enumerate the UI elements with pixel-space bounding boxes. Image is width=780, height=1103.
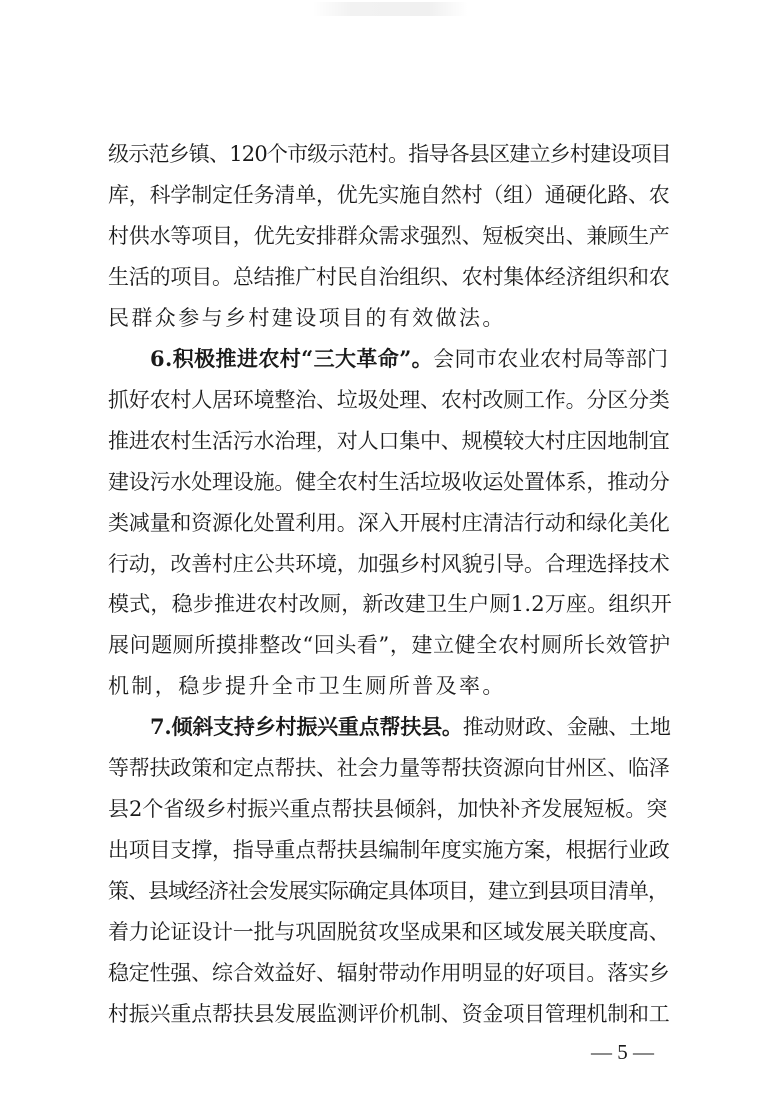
page-number: — 5 —: [591, 1040, 654, 1064]
body-line: 抓好农村人居环境整治、垃圾处理、农村改厕工作。分区分类: [108, 388, 670, 412]
body-line: 等帮扶政策和定点帮扶、社会力量等帮扶资源向甘州区、临泽: [108, 756, 670, 780]
body-line: 民群众参与乡村建设项目的有效做法。: [108, 306, 506, 330]
section-6-text: 会同市农业农村局等部门: [433, 347, 669, 371]
body-line: 行动，改善村庄公共环境，加强乡村风貌引导。合理选择技术: [108, 552, 670, 576]
body-line: 展问题厕所摸排整改“回头看”，建立健全农村厕所长效管护: [108, 633, 671, 657]
section-7-text: 推动财政、金融、土地: [462, 715, 671, 739]
body-line: 县2个省级乡村振兴重点帮扶县倾斜，加快补齐发展短板。突: [108, 797, 668, 821]
section-6-heading: 6.积极推进农村“三大革命”。: [150, 346, 434, 371]
body-line: 建设污水处理设施。健全农村生活垃圾收运处置体系，推动分: [108, 470, 670, 494]
body-line: 村供水等项目，优先安排群众需求强烈、短板突出、兼顾生产: [108, 224, 670, 248]
body-line: 类减量和资源化处置利用。深入开展村庄清洁行动和绿化美化: [108, 511, 670, 535]
scan-header-artifact: [0, 2, 780, 16]
body-line: 着力论证设计一批与巩固脱贫攻坚成果和区域发展关联度高、: [108, 920, 670, 944]
body-line: 村振兴重点帮扶县发展监测评价机制、资金项目管理机制和工: [108, 1002, 670, 1026]
section-7-heading: 7.倾斜支持乡村振兴重点帮扶县。: [150, 714, 463, 739]
body-line: 推进农村生活污水治理，对人口集中、规模较大村庄因地制宜: [108, 429, 670, 453]
body-line: 模式，稳步推进农村改厕，新改建卫生户厕1.2万座。组织开: [108, 592, 672, 616]
section-7-first-line: [150, 715, 671, 739]
body-line: 生活的项目。总结推广村民自治组织、农村集体经济组织和农: [108, 265, 670, 289]
body-line: 级示范乡镇、120个市级示范村。指导各县区建立乡村建设项目: [108, 142, 671, 166]
body-line: 稳定性强、综合效益好、辐射带动作用明显的好项目。落实乡: [108, 961, 670, 985]
body-line: 机制，稳步提升全市卫生厕所普及率。: [108, 674, 506, 698]
body-line: 策、县域经济社会发展实际确定具体项目，建立到县项目清单，: [108, 879, 668, 903]
section-6-first-line: [150, 347, 669, 371]
body-line: 出项目支撑，指导重点帮扶县编制年度实施方案，根据行业政: [108, 838, 670, 862]
body-line: 库，科学制定任务清单，优先实施自然村（组）通硬化路、农: [108, 183, 670, 207]
